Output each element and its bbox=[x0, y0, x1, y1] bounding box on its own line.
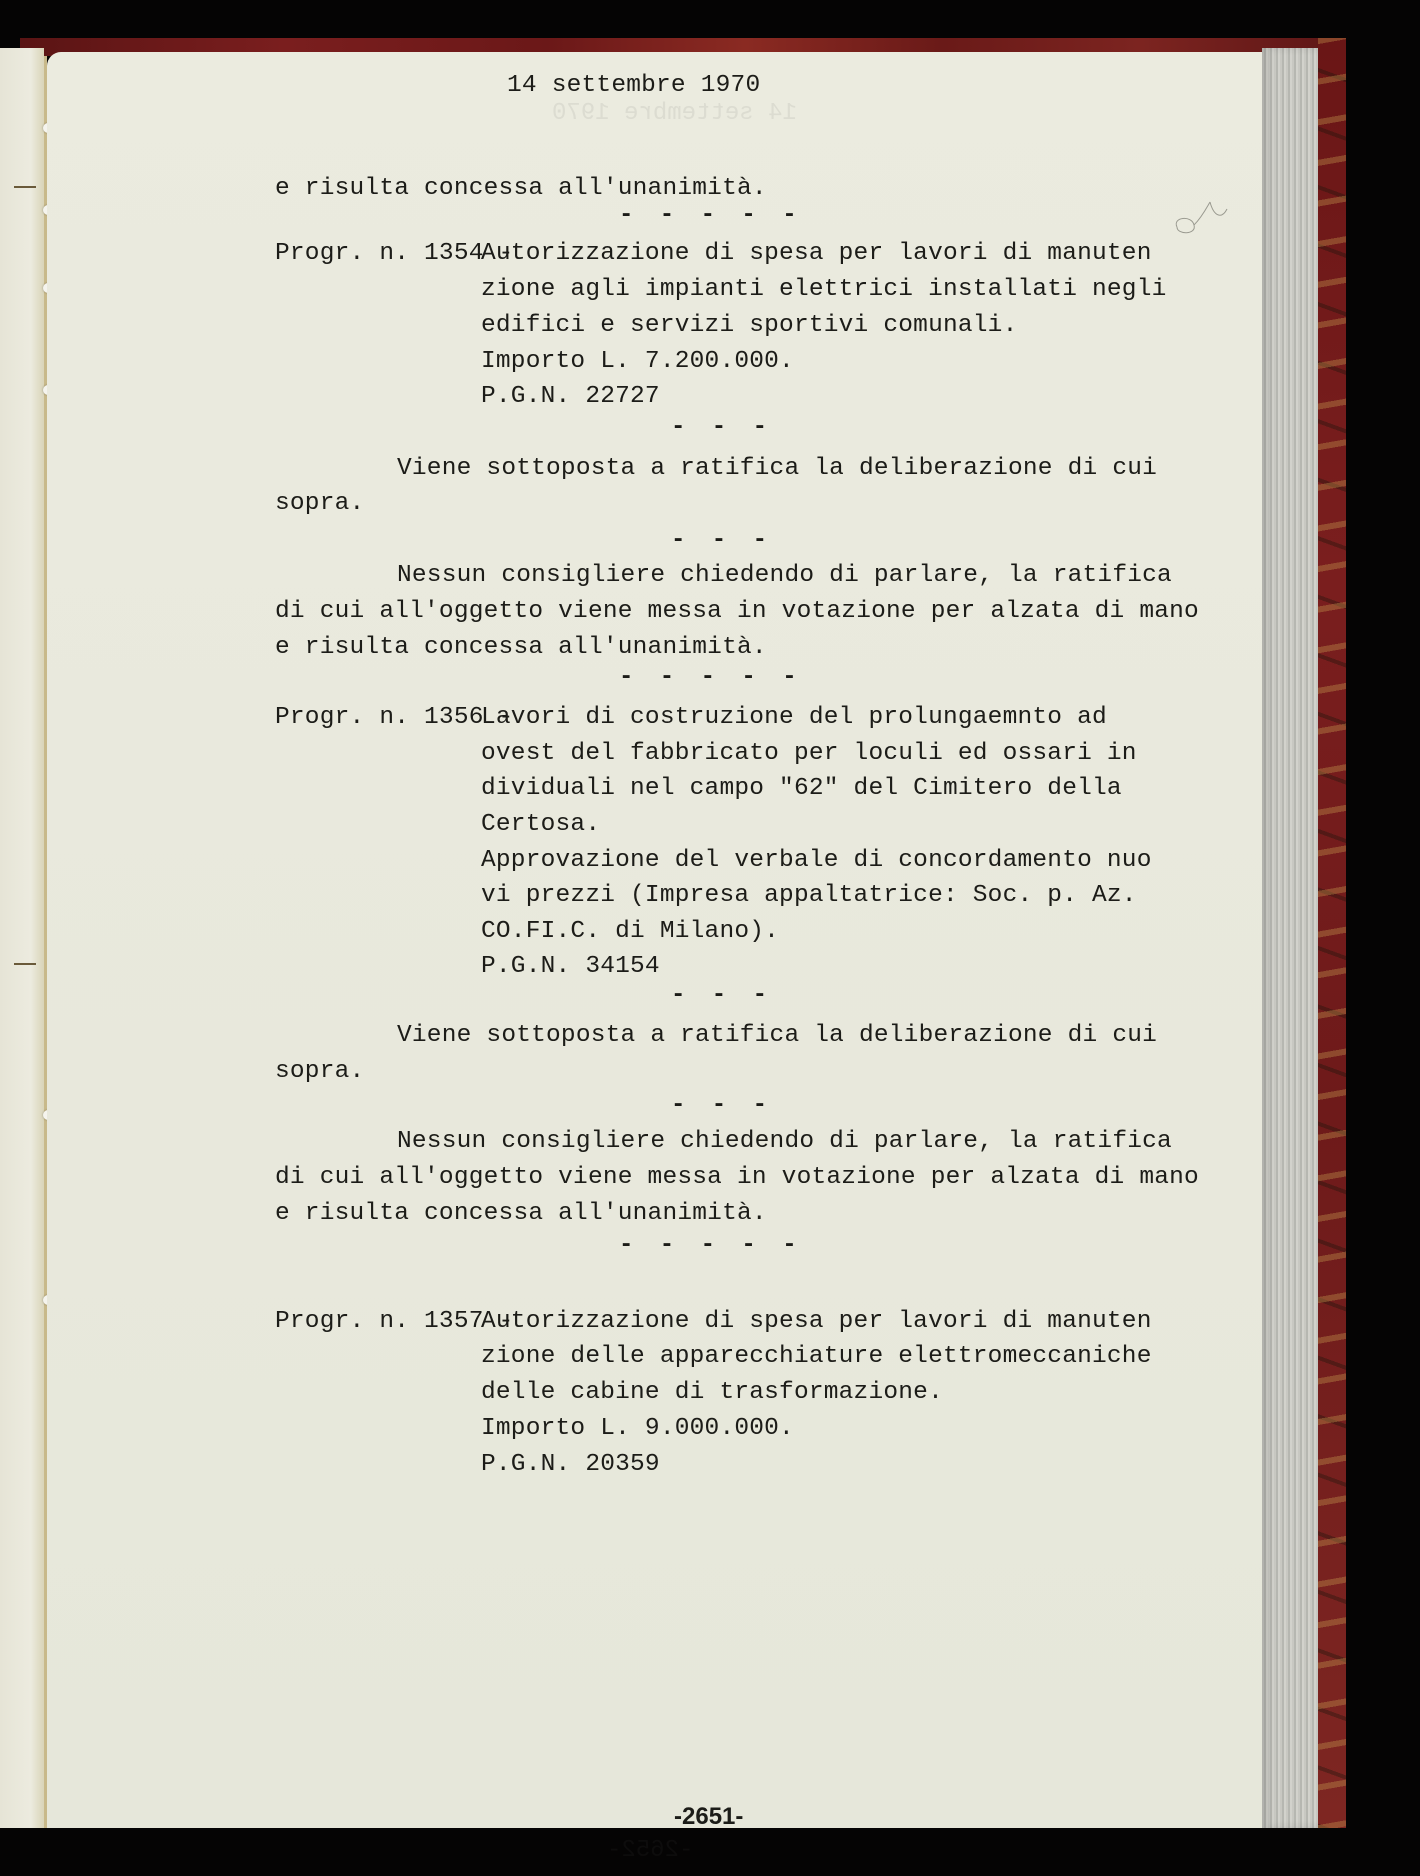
header-date: 14 settembre 1970 bbox=[507, 72, 761, 99]
item-pgn: P.G.N. 34154 bbox=[481, 953, 660, 980]
separator: - - - - - bbox=[619, 664, 803, 691]
bleed-header-date: 14 settembre 1970 bbox=[552, 100, 797, 127]
progr-label-1354: Progr. n. 1354 - bbox=[275, 240, 514, 267]
separator: - - - - - bbox=[619, 202, 803, 229]
item-line: dividuali nel campo "62" del Cimitero della bbox=[481, 775, 1122, 802]
paragraph-text: di cui all'oggetto viene messa in votazione per alzata di mano bbox=[275, 598, 1199, 625]
paragraph-text: e risulta concessa all'unanimità. bbox=[275, 634, 767, 661]
paragraph-text: Nessun consigliere chiedendo di parlare, la ratifica bbox=[397, 1128, 1172, 1155]
paragraph-text: Nessun consigliere chiedendo di parlare, la ratifica bbox=[397, 562, 1172, 589]
item-line: edifici e servizi sportivi comunali. bbox=[481, 312, 1018, 339]
item-pgn: P.G.N. 20359 bbox=[481, 1451, 660, 1478]
item-line: CO.FI.C. di Milano). bbox=[481, 918, 780, 945]
paragraph-text: Viene sottoposta a ratifica la deliberazione di cui bbox=[397, 1022, 1158, 1049]
marbled-cover-edge bbox=[1318, 38, 1346, 1828]
paragraph-text: e risulta concessa all'unanimità. bbox=[275, 175, 767, 202]
item-line: zione delle apparecchiature elettromeccaniche bbox=[481, 1343, 1152, 1370]
staple-icon bbox=[14, 963, 36, 965]
separator: - - - - - bbox=[619, 1232, 803, 1259]
paragraph-text: Viene sottoposta a ratifica la deliberazione di cui bbox=[397, 455, 1158, 482]
item-line: delle cabine di trasformazione. bbox=[481, 1379, 943, 1406]
separator: - - - bbox=[671, 982, 774, 1009]
paragraph-text: di cui all'oggetto viene messa in votazione per alzata di mano bbox=[275, 1164, 1199, 1191]
item-amount: Importo L. 9.000.000. bbox=[481, 1415, 794, 1442]
item-line: Approvazione del verbale di concordamento nuo bbox=[481, 847, 1152, 874]
item-pgn: P.G.N. 22727 bbox=[481, 383, 660, 410]
item-line: vi prezzi (Impresa appaltatrice: Soc. p. Az. bbox=[481, 882, 1137, 909]
separator: - - - bbox=[671, 1092, 774, 1119]
item-line: Lavori di costruzione del prolungaemnto ad bbox=[481, 704, 1107, 731]
paragraph-text: sopra. bbox=[275, 1058, 365, 1085]
item-line: ovest del fabbricato per loculi ed ossari in bbox=[481, 740, 1137, 767]
previous-page-sliver bbox=[0, 48, 44, 1828]
item-line: Certosa. bbox=[481, 811, 601, 838]
progr-label-1356: Progr. n. 1356 - bbox=[275, 704, 514, 731]
separator: - - - bbox=[671, 527, 774, 554]
staple-icon bbox=[14, 186, 36, 188]
page-number: -2651- bbox=[674, 1803, 744, 1830]
paragraph-text: sopra. bbox=[275, 490, 365, 517]
item-amount: Importo L. 7.200.000. bbox=[481, 348, 794, 375]
pencil-doodle-icon bbox=[1172, 197, 1232, 237]
progr-label-1357: Progr. n. 1357 - bbox=[275, 1308, 514, 1335]
bleed-page-number: -2652- bbox=[607, 1837, 694, 1864]
item-line: zione agli impianti elettrici installati negli bbox=[481, 276, 1167, 303]
item-line: Autorizzazione di spesa per lavori di manuten bbox=[481, 1308, 1152, 1335]
item-line: Autorizzazione di spesa per lavori di manuten bbox=[481, 240, 1152, 267]
page-block-edge bbox=[1262, 48, 1318, 1828]
separator: - - - bbox=[671, 414, 774, 441]
document-page bbox=[47, 52, 1262, 1864]
paragraph-text: e risulta concessa all'unanimità. bbox=[275, 1200, 767, 1227]
